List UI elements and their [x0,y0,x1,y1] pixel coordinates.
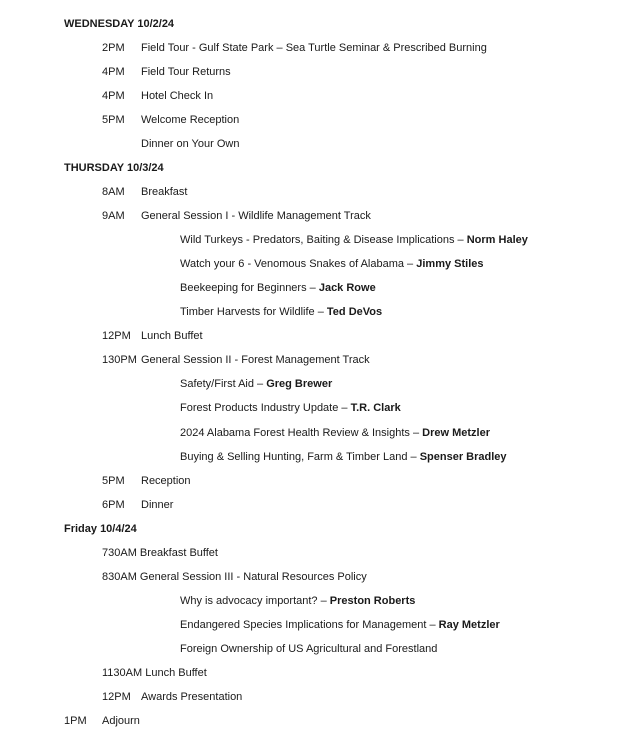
speaker-name: Norm Haley [466,234,528,246]
entry-time: 2PM [102,42,125,54]
talk-item [180,449,507,465]
talk-item [180,617,500,633]
talk-item [180,400,401,416]
speaker-name: T.R. Clark [350,402,401,414]
talk-item [180,304,382,320]
entry-title: Lunch Buffet [145,667,207,679]
entry-title: Dinner [141,499,174,511]
talk-title: Buying & Selling Hunting, Farm & Timber Land – [180,451,420,463]
talk-title: Timber Harvests for Wildlife – [180,306,327,318]
speaker-name: Spenser Bradley [419,451,507,463]
entry-title: General Session III - Natural Resources Policy [139,571,367,583]
day-heading-wednesday: WEDNESDAY 10/2/24 [64,18,175,30]
entry-title: Field Tour Returns [141,66,231,78]
speaker-name: Ted DeVos [326,306,383,318]
entry-time: 12PM [102,330,131,342]
entry-title: Hotel Check In [141,90,214,102]
entry-time-title [102,545,218,561]
entry-time: 4PM [102,66,125,78]
closing-title: Adjourn [102,715,140,727]
entry-title: Breakfast Buffet [139,547,218,559]
talk-item [180,425,490,441]
speaker-name: Jimmy Stiles [416,258,484,270]
speaker-name: Preston Roberts [329,595,416,607]
talk-title: 2024 Alabama Forest Health Review & Insights – [180,427,423,439]
entry-title: General Session II - Forest Management Track [141,354,370,366]
entry-time: 830AM [102,571,137,583]
talk-item [180,256,484,272]
speaker-name: Greg Brewer [266,378,333,390]
entry-time: 5PM [102,475,125,487]
entry-time: 9AM [102,210,125,222]
talk-title: Wild Turkeys - Predators, Baiting & Disease Implications – [180,234,467,246]
day-heading-friday: Friday 10/4/24 [64,523,137,535]
entry-time: 12PM [102,691,131,703]
entry-time: 8AM [102,186,125,198]
closing-time: 1PM [64,715,87,727]
entry-time-title [102,665,207,681]
entry-title: Welcome Reception [141,114,240,126]
entry-title: Lunch Buffet [141,330,203,342]
entry-time: 130PM [102,354,137,366]
speaker-name: Ray Metzler [438,619,500,631]
talk-item [180,641,437,657]
entry-time-title [102,569,367,585]
talk-title: Foreign Ownership of US Agricultural and Forestland [180,643,438,655]
talk-item [180,232,528,248]
talk-title: Forest Products Industry Update – [180,402,351,414]
entry-title: Field Tour - Gulf State Park – Sea Turtle Seminar & Prescribed Burning [141,42,487,54]
entry-time: 1130AM [102,667,143,679]
entry-time: 5PM [102,114,125,126]
talk-title: Why is advocacy important? – [180,595,330,607]
entry-time: 4PM [102,90,125,102]
entry-time: 730AM [102,547,137,559]
speaker-name: Drew Metzler [422,427,490,439]
talk-title: Safety/First Aid – [180,378,267,390]
talk-title: Beekeeping for Beginners – [180,282,319,294]
talk-item [180,593,415,609]
entry-title: Reception [141,475,191,487]
talk-title: Endangered Species Implications for Management – [180,619,439,631]
talk-item [180,376,332,392]
entry-title: General Session I - Wildlife Management Track [141,210,371,222]
speaker-name: Jack Rowe [318,282,376,294]
talk-item [180,280,376,296]
entry-title: Dinner on Your Own [141,138,240,150]
talk-title: Watch your 6 - Venomous Snakes of Alabama – [180,258,417,270]
entry-title: Breakfast [141,186,188,198]
entry-time: 6PM [102,499,125,511]
entry-title: Awards Presentation [141,691,243,703]
day-heading-thursday: THURSDAY 10/3/24 [64,162,164,174]
